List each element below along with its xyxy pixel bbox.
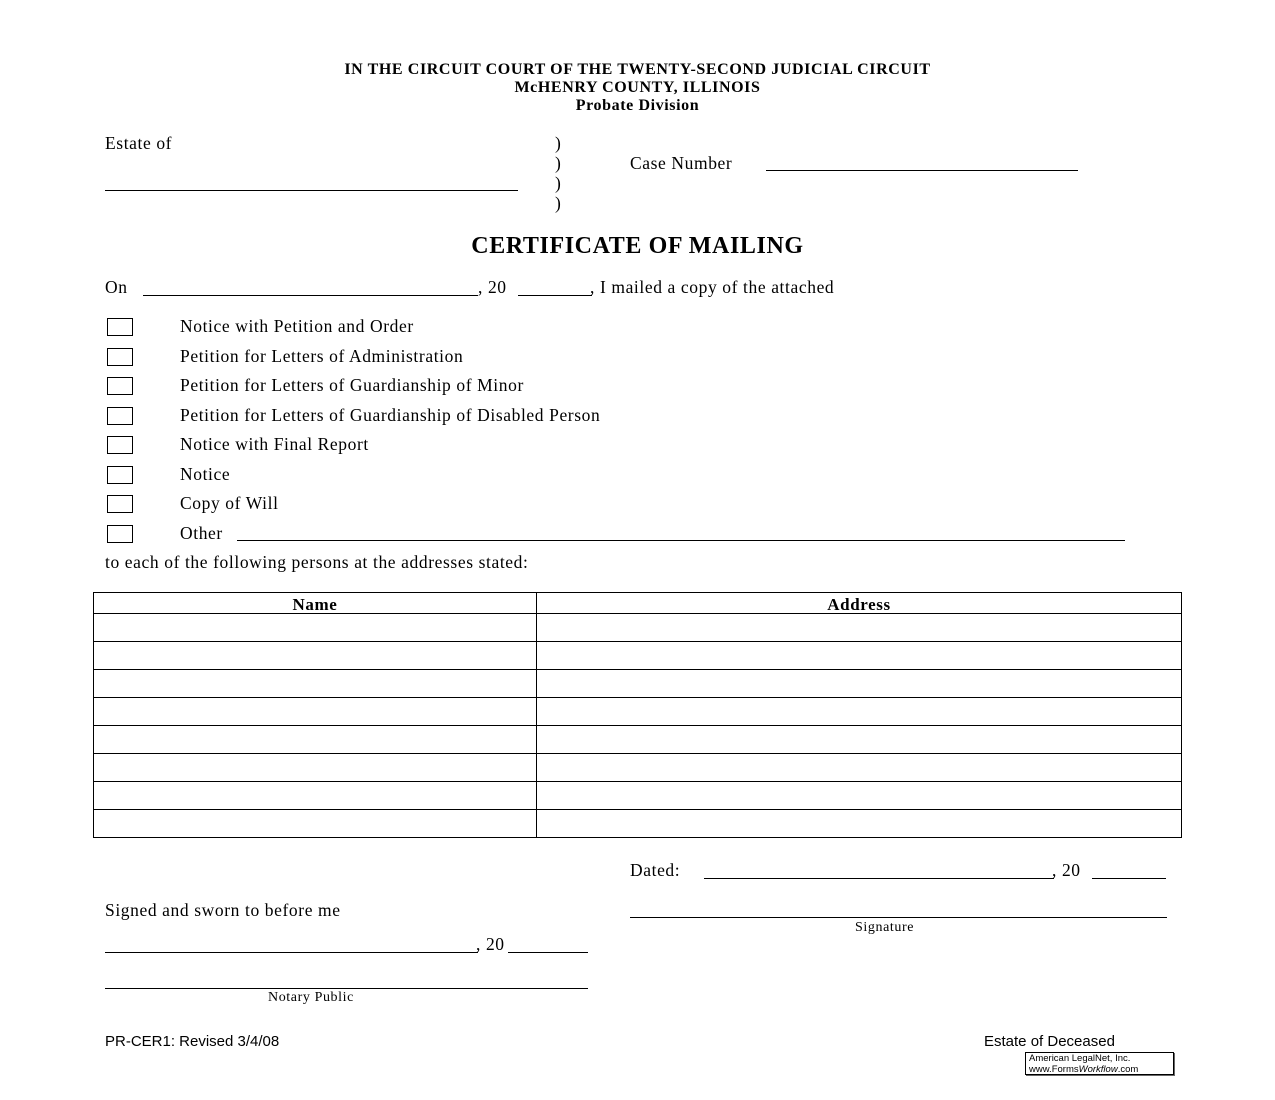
form-category: Estate of Deceased [984,1033,1115,1050]
on-label: On [105,277,128,297]
address-cell[interactable] [537,642,1182,670]
table-row [94,754,1182,782]
case-number-field[interactable] [766,170,1078,171]
document-label: Petition for Letters of Administration [180,346,464,366]
document-label: Petition for Letters of Guardianship of Disabled Person [180,405,601,425]
caption-paren: ) [555,173,562,193]
publisher-logo [1025,1052,1174,1075]
sworn-year-prefix: , 20 [476,934,505,954]
checkbox-guardianship-disabled[interactable] [107,407,133,425]
name-cell[interactable] [94,754,537,782]
caption-paren: ) [555,133,562,153]
publisher-name: American LegalNet, Inc. [1029,1053,1131,1064]
mailing-date-field[interactable] [143,295,478,296]
publisher-url-part: www.Forms [1029,1063,1079,1075]
name-cell[interactable] [94,614,537,642]
table-row [94,614,1182,642]
document-label: Notice [180,464,231,484]
checkbox-notice[interactable] [107,466,133,484]
name-cell[interactable] [94,642,537,670]
name-cell[interactable] [94,726,537,754]
checkbox-notice-petition-order[interactable] [107,318,133,336]
address-cell[interactable] [537,726,1182,754]
document-title: CERTIFICATE OF MAILING [471,233,804,259]
table-row [94,698,1182,726]
estate-of-label: Estate of [105,133,173,153]
mailed-text: , I mailed a copy of the attached [590,277,835,297]
persons-intro: to each of the following persons at the addresses stated: [105,552,529,572]
table-row [94,726,1182,754]
address-cell[interactable] [537,754,1182,782]
sworn-text: Signed and sworn to before me [105,900,341,920]
signature-label: Signature [855,920,915,935]
checkbox-other[interactable] [107,525,133,543]
dated-year-prefix: , 20 [1052,860,1081,880]
notary-signature-field[interactable] [105,988,588,989]
publisher-url-part: Workflow [1078,1063,1118,1075]
checkbox-notice-final-report[interactable] [107,436,133,454]
table-row [94,782,1182,810]
address-cell[interactable] [537,614,1182,642]
document-label: Notice with Petition and Order [180,316,414,336]
sworn-year-field[interactable] [508,952,588,953]
document-label: Copy of Will [180,493,279,513]
other-field[interactable] [237,540,1125,541]
sworn-date-field[interactable] [105,952,478,953]
publisher-url [1029,1065,1173,1076]
name-cell[interactable] [94,782,537,810]
recipients-table [93,592,1182,838]
name-header: Name [94,593,537,614]
form-id: PR-CER1: Revised 3/4/08 [105,1033,280,1050]
table-header-row [94,593,1182,614]
address-cell[interactable] [537,670,1182,698]
court-header-line3: Probate Division [575,97,700,114]
caption-paren: ) [555,193,562,213]
name-cell[interactable] [94,670,537,698]
address-cell[interactable] [537,782,1182,810]
caption-paren: ) [555,153,562,173]
address-header: Address [537,593,1182,614]
signature-field[interactable] [630,917,1167,918]
name-cell[interactable] [94,810,537,838]
year-prefix: , 20 [478,277,507,297]
table-row [94,810,1182,838]
name-cell[interactable] [94,698,537,726]
notary-public-label: Notary Public [268,990,354,1005]
court-header-line2: McHENRY COUNTY, ILLINOIS [514,79,761,96]
publisher-url-part: .com [1117,1063,1139,1075]
table-row [94,642,1182,670]
document-label: Other [180,523,223,543]
address-cell[interactable] [537,698,1182,726]
checkbox-copy-of-will[interactable] [107,495,133,513]
mailing-year-field[interactable] [518,295,592,296]
dated-date-field[interactable] [704,878,1054,879]
checkbox-guardianship-minor[interactable] [107,377,133,395]
dated-year-field[interactable] [1092,878,1166,879]
document-label: Notice with Final Report [180,434,369,454]
dated-label: Dated: [630,860,681,880]
table-row [94,670,1182,698]
estate-name-field[interactable] [105,190,518,191]
case-number-label: Case Number [630,153,733,173]
checkbox-letters-administration[interactable] [107,348,133,366]
document-label: Petition for Letters of Guardianship of Minor [180,375,524,395]
court-header-line1: IN THE CIRCUIT COURT OF THE TWENTY-SECOND JUDICIAL CIRCUIT [344,61,931,78]
address-cell[interactable] [537,810,1182,838]
